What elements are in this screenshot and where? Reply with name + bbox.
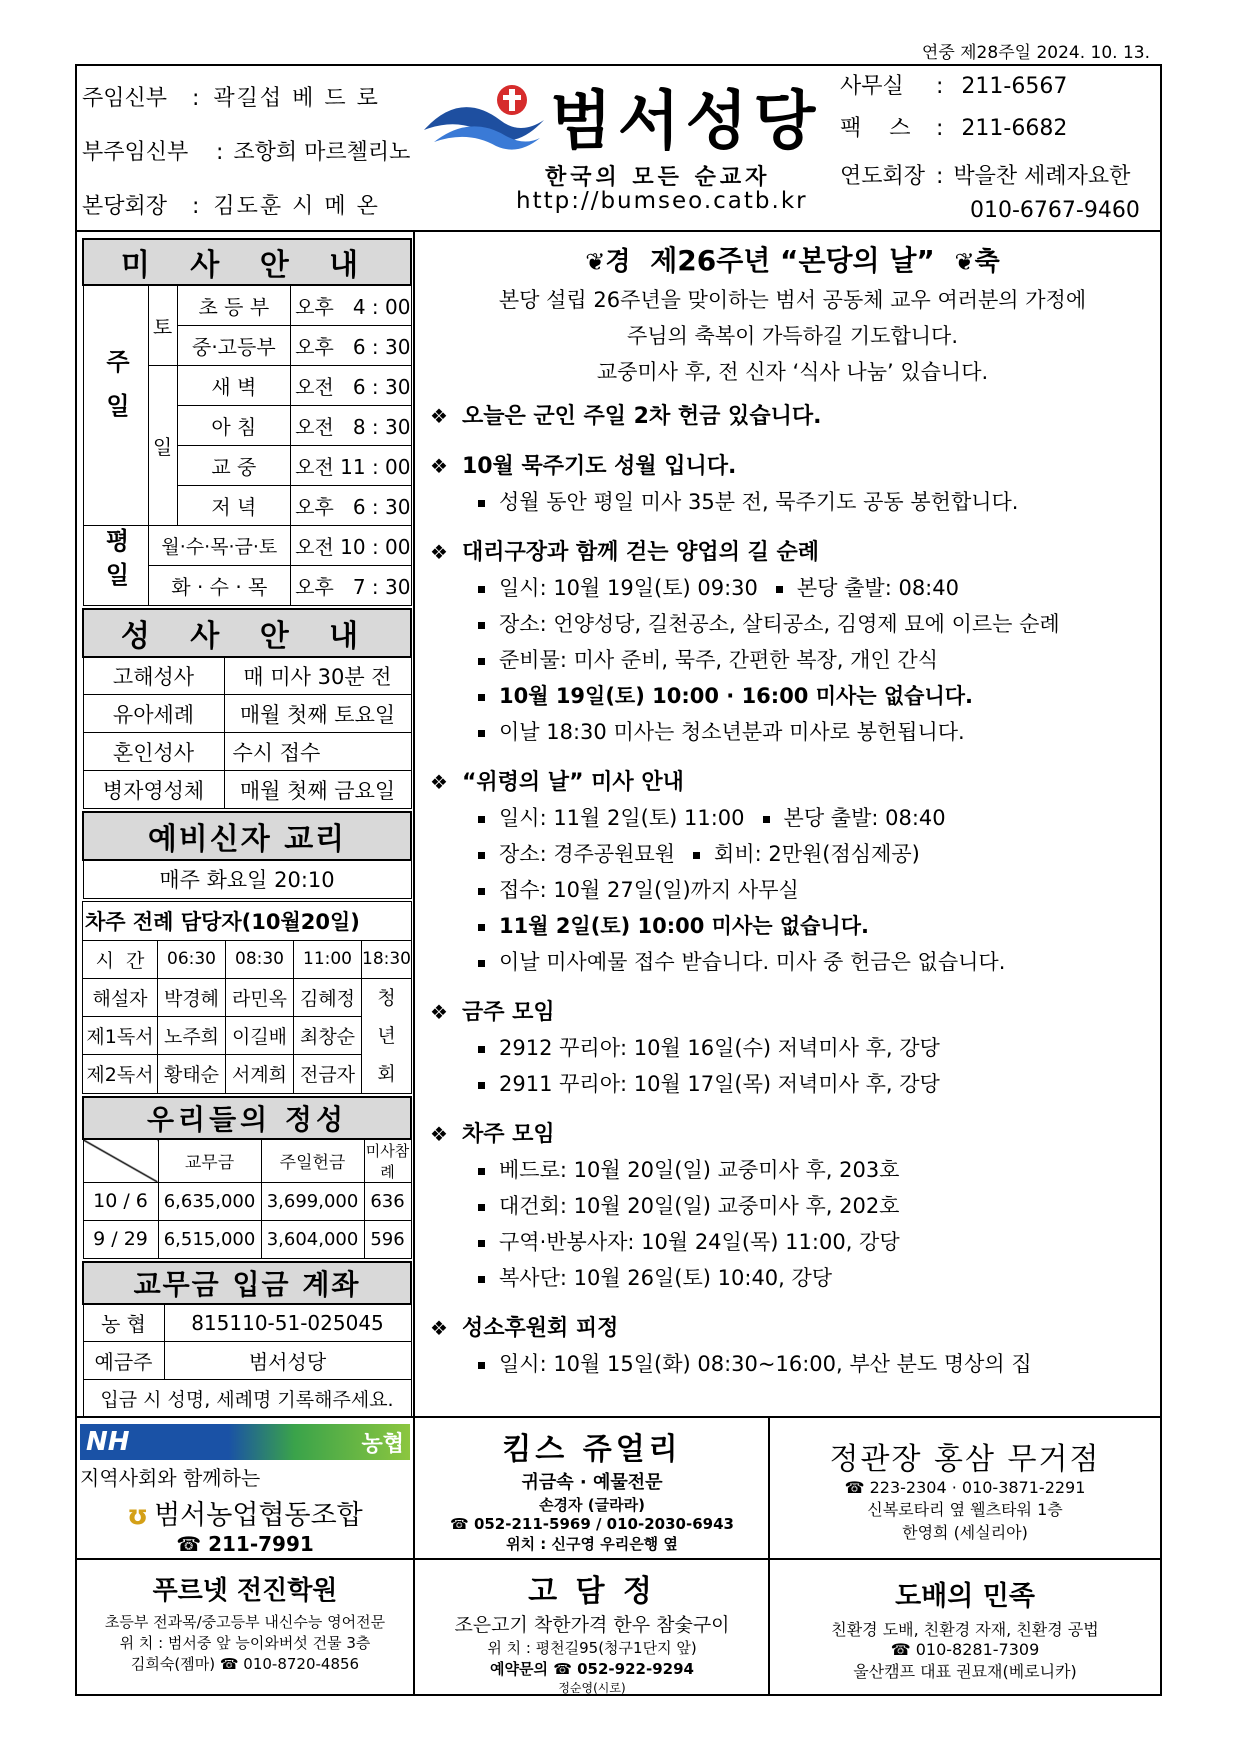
offering-header: 주일헌금 [261,1139,364,1183]
academy-owner: 김희숙(젬마) ☎ 010-8720-4856 [130,1655,360,1673]
diamond-bullet-icon: ❖ [430,770,448,794]
anniversary-heading: 제26주년 “본당의 날” [650,244,935,277]
diamond-bullet-icon: ❖ [430,1000,448,1024]
notice-heading [430,994,1155,1030]
account-holder: 범서성당 [164,1342,411,1380]
nh-line1: 지역사회와 함께하는 [80,1466,261,1490]
notice-item-text: 일시: 10월 19일(토) 09:30 [499,576,758,600]
godam-phone: 예약문의 ☎ 052-922-9294 [490,1660,694,1678]
offering-value: 3,604,000 [261,1220,364,1258]
ad-kims[interactable] [418,1424,766,1554]
contact-phone: 010-6767-9460 [970,198,1140,223]
mass-time: 오전 6 : 30 [291,365,411,405]
catechumen-value: 매주 화요일 20:10 [83,860,411,898]
square-bullet-icon [478,500,485,507]
notice-heading [430,398,1155,434]
godam-name: 고 담 정 [528,1574,656,1609]
mass-time: 오후 6 : 30 [291,485,411,525]
dobae-sub: 친환경 도배, 친환경 자재, 친환경 공법 [831,1620,1099,1639]
duty-person: 노주희 [158,1016,226,1054]
church-name: 범서성당 [550,85,822,159]
notice-heading-text: 오늘은 군인 주일 2차 헌금 있습니다. [461,404,822,429]
notice-item-extra: 본당 출발: 08:40 [796,576,959,600]
notice-item-text: 11월 2일(토) 10:00 미사는 없습니다. [499,914,869,938]
ad-grid-border [1160,1416,1162,1696]
square-bullet-icon [693,852,700,859]
square-bullet-icon [776,586,783,593]
notice-heading-text: “위령의 날” 미사 안내 [461,770,684,795]
contact-value: 211-6682 [961,116,1068,141]
notice-item [478,642,1155,678]
staff-label: 주임신부 [82,86,168,111]
mass-name: 아 침 [177,405,291,445]
contact-label: 연도회장 [840,164,926,189]
square-bullet-icon [478,658,485,665]
kims-sub: 귀금속 · 예물전문 [521,1472,663,1493]
staff-row [82,72,410,126]
ad-grid-border [75,1416,77,1696]
mass-name: 저 녁 [177,485,291,525]
offering-date: 9 / 29 [83,1220,158,1258]
square-bullet-icon [478,694,485,701]
square-bullet-icon [478,1240,485,1247]
square-bullet-icon [478,1046,485,1053]
contact-row [840,108,1140,150]
duty-header: 시 간 [83,940,158,978]
offering-corner [83,1139,158,1183]
notice-heading-text: 금주 모임 [461,1000,555,1025]
notice-item [478,714,1155,750]
laurel-icon: ❦ [954,248,975,276]
duty-role: 해설자 [83,978,158,1016]
mass-time: 오전 10 : 00 [291,525,411,565]
notice-item-text: 구역·반봉사자: 10월 24일(목) 11:00, 강당 [499,1230,900,1254]
dobae-name: 도배의 민족 [895,1581,1035,1612]
nh-phone: ☎ 211-7991 [176,1532,314,1556]
diamond-bullet-icon: ❖ [430,454,448,478]
notice-item [478,1260,1155,1296]
notice-item-text: 2911 꾸리아: 10월 17일(목) 저녁미사 후, 강당 [499,1072,940,1096]
square-bullet-icon [478,586,485,593]
duty-person: 김혜정 [294,978,362,1016]
sacrament-value: 매월 첫째 금요일 [224,771,411,809]
duty-role: 제2독서 [83,1055,158,1093]
square-bullet-icon [478,924,485,931]
notice-heading-text: 10월 묵주기도 성월 입니다. [461,454,737,479]
notice-item-text: 10월 19일(토) 10:00 · 16:00 미사는 없습니다. [499,684,974,708]
duty-title: 차주 전례 담당자(10월20일) [83,901,412,940]
sacrament-value: 매월 첫째 토요일 [224,695,411,733]
account-number: 815110-51-025045 [164,1304,411,1342]
notice-item [478,484,1155,520]
notice-item [478,908,1155,944]
duty-header: 18:30 [362,940,412,978]
sacrament-name: 고해성사 [83,657,224,695]
anniversary-line: 주님의 축복이 가득하길 기도합니다. [627,324,958,348]
offering-header: 교무금 [158,1139,261,1183]
account-note: 입금 시 성명, 세례명 기록해주세요. [83,1380,411,1418]
ad-grid-v [768,1416,770,1696]
contact-label: 사무실 [840,74,904,99]
duty-header: 11:00 [294,940,362,978]
ad-godam[interactable] [418,1566,766,1695]
kims-name: 킴스 쥬얼리 [502,1432,682,1467]
notice-item [478,1224,1155,1260]
ginseng-phone: ☎ 223-2304 · 010-3871-2291 [844,1478,1086,1497]
godam-owner: 정순영(시로) [558,1681,626,1695]
sacrament-name: 병자영성체 [83,771,224,809]
weekday-label-text: 평일 [101,528,129,596]
square-bullet-icon [478,888,485,895]
square-bullet-icon [478,1204,485,1211]
staff-row [82,126,410,180]
diamond-bullet-icon: ❖ [430,540,448,564]
nh-logo-kr: 농협 [361,1431,404,1457]
notice-item [478,1066,1155,1102]
staff-value: 곽길섭 베 드 로 [213,86,380,111]
sun-label: 일 [148,365,177,525]
sacrament-name: 유아세례 [83,695,224,733]
mass-time: 오전 8 : 30 [291,405,411,445]
notice-item-text: 이날 미사예물 접수 받습니다. 미사 중 헌금은 없습니다. [499,950,1006,974]
ad-grid-h [75,1416,1162,1418]
sacrament-title: 성 사 안 내 [83,609,411,657]
badge-right: 축 [974,247,1000,277]
staff-value: 김도훈 시 메 온 [213,194,380,219]
laurel-icon: ❦ [585,248,606,276]
notice-item-extra: 본당 출발: 08:40 [783,806,946,830]
catechumen-table [82,811,412,899]
notice-heading-text: 차주 모임 [461,1122,555,1147]
duty-person: 서계희 [226,1055,294,1093]
notice-item-text: 접수: 10월 27일(일)까지 사무실 [499,878,799,902]
colon: : [936,164,944,189]
anniversary-title [430,240,1155,282]
ad-nh[interactable] [80,1424,410,1554]
contact-value: 211-6567 [961,74,1068,99]
mass-time: 오전 11 : 00 [291,445,411,485]
staff-list [82,72,410,234]
catechumen-title: 예비신자 교리 [83,812,411,860]
duty-header: 08:30 [226,940,294,978]
notice-heading [430,1116,1155,1152]
colon: : [192,194,200,219]
duty-header: 06:30 [158,940,226,978]
notice-heading [430,448,1155,484]
colon: : [936,74,944,99]
duty-person: 황태순 [158,1055,226,1093]
godam-sub: 조은고기 착한가격 한우 참숯구이 [454,1614,730,1636]
ginseng-loc: 신복로타리 옆 웰츠타워 1층 [867,1500,1063,1519]
academy-sub: 초등부 전과목/중고등부 내신수능 영어전문 [104,1613,386,1631]
square-bullet-icon [478,730,485,737]
nh-logo-bar [80,1424,410,1460]
notice-item [478,1152,1155,1188]
contact-row [840,66,1140,108]
notice-item [478,800,1155,836]
square-bullet-icon [478,1362,485,1369]
account-bank: 농 협 [83,1304,164,1342]
contact-value: 박을찬 세례자요한 [953,164,1131,189]
kims-owner: 손경자 (글라라) [539,1496,645,1514]
column-divider [413,230,415,1418]
ad-ginseng[interactable] [772,1424,1158,1554]
square-bullet-icon [478,1082,485,1089]
offering-value: 636 [364,1182,411,1220]
mass-time: 오후 7 : 30 [291,565,411,605]
duty-role: 제1독서 [83,1016,158,1054]
staff-label: 본당회장 [82,194,168,219]
notice-item [478,678,1155,714]
anniversary-line: 본당 설립 26주년을 맞이하는 범서 공동체 교우 여러분의 가정에 [498,288,1087,312]
duty-youth [362,978,412,1093]
account-table [82,1261,412,1419]
mass-time: 오후 4 : 00 [291,285,411,325]
sat-label: 토 [148,285,177,365]
notice-item [478,872,1155,908]
church-url[interactable]: http://bumseo.catb.kr [516,188,808,214]
notice-item-text: 장소: 경주공원묘원 [499,842,676,866]
mass-name: 화 · 수 · 목 [148,565,291,605]
godam-loc: 위 치 : 평천길95(청구1단지 앞) [487,1639,697,1657]
notice-heading-text: 대리구장과 함께 걷는 양업의 길 순례 [461,540,820,565]
badge-left: 경 [605,247,631,277]
contact-row [840,156,1140,198]
offering-title: 우리들의 정성 [83,1097,411,1139]
notice-item-text: 장소: 언양성당, 길천공소, 살티공소, 김영제 묘에 이르는 순례 [499,612,1060,636]
colon: : [216,140,224,165]
mass-title: 미 사 안 내 [83,239,411,285]
staff-row [82,180,410,234]
notice-item [478,944,1155,980]
sunday-label-text: 주일 [101,349,130,438]
square-bullet-icon [763,816,770,823]
issue-date: 연중 제28주일 2024. 10. 13. [921,43,1150,63]
offering-date: 10 / 6 [83,1182,158,1220]
notice-item-text: 일시: 11월 2일(토) 11:00 [499,806,745,830]
contact-list [840,66,1140,224]
notice-item-text: 일시: 10월 15일(화) 08:30~16:00, 부산 분도 명상의 집 [499,1352,1032,1376]
offering-value: 6,635,000 [158,1182,261,1220]
anniversary-line: 교중미사 후, 전 신자 ‘식사 나눔’ 있습니다. [596,360,989,384]
weekday-label [83,525,148,605]
square-bullet-icon [478,1276,485,1283]
nh-name-text: 범서농업협동조합 [154,1500,363,1531]
offering-value: 6,515,000 [158,1220,261,1258]
notice-heading [430,534,1155,570]
sunday-label [83,285,148,525]
ad-grid-v [413,1416,415,1696]
account-title: 교무금 입금 계좌 [83,1262,411,1304]
mass-name: 중·고등부 [177,325,291,365]
ad-grid-mid [75,1558,1162,1560]
notice-item [478,1030,1155,1066]
duty-person: 라민옥 [226,978,294,1016]
offering-table [82,1096,412,1259]
diamond-bullet-icon: ❖ [430,1316,448,1340]
duty-person: 이길배 [226,1016,294,1054]
square-bullet-icon [478,852,485,859]
ginseng-name: 정관장 홍삼 무거점 [829,1442,1101,1477]
square-bullet-icon [478,1168,485,1175]
ginseng-owner: 한영희 (세실리아) [902,1523,1028,1542]
mass-name: 교 중 [177,445,291,485]
notice-item-text: 성월 동안 평일 미사 35분 전, 묵주기도 공동 봉헌합니다. [499,490,1019,514]
notice-item [478,606,1155,642]
notice-item-text: 복사단: 10월 26일(토) 10:40, 강당 [499,1266,833,1290]
colon: : [936,116,944,141]
notice-item [478,570,1155,606]
offering-value: 596 [364,1220,411,1258]
notice-heading [430,764,1155,800]
notice-list [430,398,1155,1382]
square-bullet-icon [478,816,485,823]
colon: : [192,86,200,111]
left-column [82,238,412,1418]
mass-table [82,238,412,606]
mass-name: 월·수·목·금·토 [148,525,291,565]
notice-item-text: 베드로: 10월 20일(일) 교중미사 후, 203호 [499,1158,900,1182]
right-column [430,240,1155,1382]
notice-item-extra: 회비: 2만원(점심제공) [714,842,920,866]
notice-item-text: 이날 18:30 미사는 청소년분과 미사로 봉헌됩니다. [499,720,965,744]
notice-heading [430,1310,1155,1346]
sacrament-value: 매 미사 30분 전 [224,657,411,695]
academy-loc: 위 치 : 범서중 앞 능이와버섯 건물 3층 [119,1634,371,1652]
square-bullet-icon [478,960,485,967]
mass-time: 오후 6 : 30 [291,325,411,365]
dobae-phone: ☎ 010-8281-7309 [890,1640,1040,1659]
nh-name [80,1493,410,1532]
staff-label: 부주임신부 [82,140,189,165]
notice-item-text: 대건회: 10월 20일(일) 교중미사 후, 202호 [499,1194,900,1218]
diamond-bullet-icon: ❖ [430,404,448,428]
dobae-owner: 울산캠프 대표 권묘재(베로니카) [853,1662,1077,1681]
duty-table [82,901,412,1094]
square-bullet-icon [478,622,485,629]
mass-name: 새 벽 [177,365,291,405]
notice-heading-text: 성소후원회 피정 [461,1316,619,1341]
notice-item [478,1346,1155,1382]
sacrament-name: 혼인성사 [83,733,224,771]
duty-person: 전금자 [294,1055,362,1093]
notice-item [478,836,1155,872]
sacrament-table [82,608,412,810]
notice-item-text: 2912 꾸리아: 10월 16일(수) 저녁미사 후, 강당 [499,1036,940,1060]
sacrament-value: 수시 접수 [224,733,411,771]
nh-emblem-icon: ʊ [127,1500,149,1531]
academy-name: 푸르넷 전진학원 [152,1576,338,1606]
church-logo-icon [420,80,548,152]
diamond-bullet-icon: ❖ [430,1122,448,1146]
nh-logo-text: NH [86,1427,130,1457]
offering-header: 미사참례 [364,1139,411,1183]
notice-item [478,1188,1155,1224]
notice-item-text: 준비물: 미사 준비, 묵주, 간편한 복장, 개인 간식 [499,648,938,672]
duty-person: 박경혜 [158,978,226,1016]
ad-dobae[interactable] [772,1566,1158,1692]
offering-value: 3,699,000 [261,1182,364,1220]
church-motto: 한국의 모든 순교자 [545,165,771,190]
duty-person: 최창순 [294,1016,362,1054]
kims-phone: ☎ 052-211-5969 / 010-2030-6943 [450,1515,734,1533]
kims-loc: 위치 : 신구영 우리은행 옆 [506,1535,678,1553]
mass-name: 초 등 부 [177,285,291,325]
duty-youth-text: 청년회 [377,986,396,1085]
staff-value: 조항희 마르첼리노 [233,140,411,165]
contact-label: 팩 스 [840,116,911,141]
ad-academy[interactable] [78,1566,412,1692]
account-holder-label: 예금주 [83,1342,164,1380]
